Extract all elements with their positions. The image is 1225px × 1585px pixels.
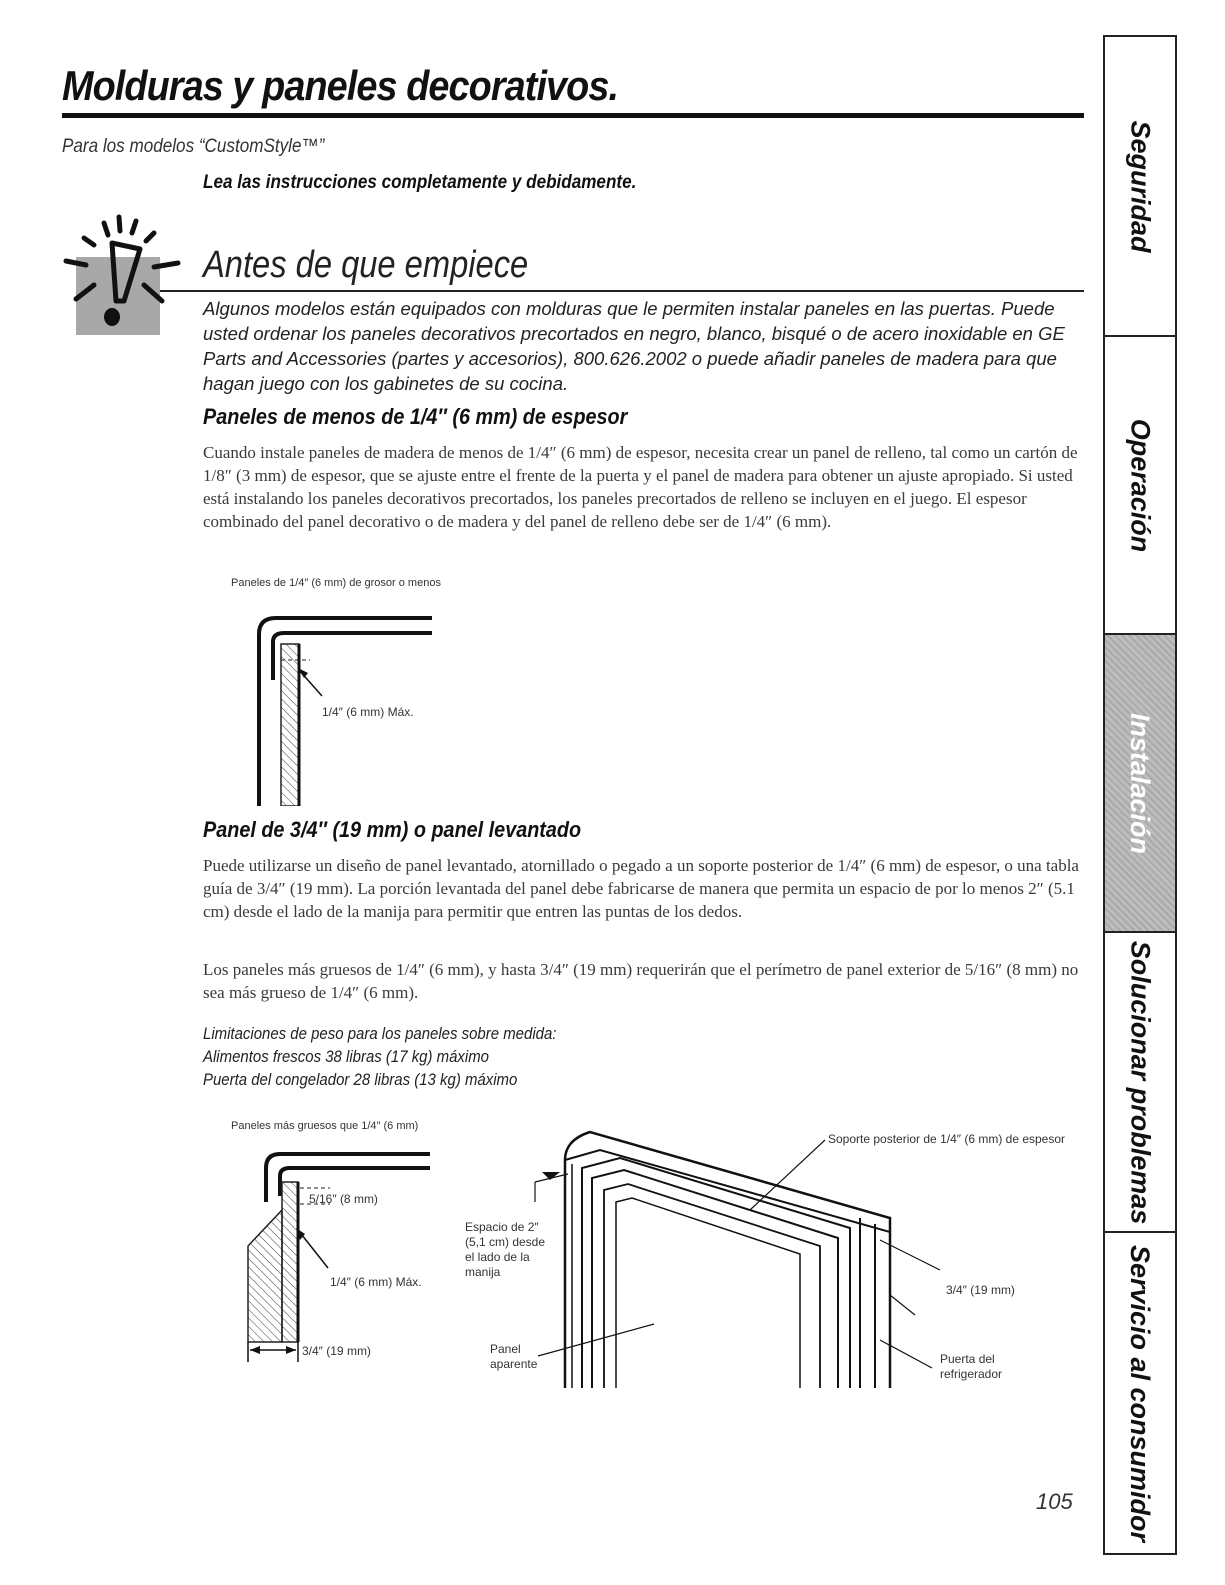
section-rule: [160, 290, 1084, 292]
thin-panel-diagram: [250, 600, 550, 806]
thick-panel-diagram: [240, 1140, 440, 1370]
raised-panel-body: Puede utilizarse un diseño de panel levantado, atornillado o pegado a un soporte posterior de 1/4″ (6 mm) de espesor, o una tabla guía de 3/4″ (19 mm). La porción levantada del panel debe fabricarse de manera que permita un espacio de por lo menos 2″ (5.1 cm) desde el lado de la manija para permitir que entren las puntas de los dedos.: [203, 856, 1079, 921]
tab-label: Instalación: [1125, 712, 1156, 854]
raised-panel-door-diagram: [520, 1120, 940, 1390]
figure3-support-label: Soporte posterior de 1/4″ (6 mm) de espesor: [828, 1132, 1066, 1146]
tab-instalacion[interactable]: [1105, 635, 1175, 933]
tab-solucionar-problemas[interactable]: [1105, 933, 1175, 1233]
thin-panels-body: Cuando instale paneles de madera de menos de 1/4″ (6 mm) de espesor, necesita crear un panel de relleno, tal como un cartón de 1/8″ (3 mm) de espesor, que se ajuste entre el frente de la puerta y el panel de madera para obtener un ajuste apropiado. Si usted está instalando los paneles decorativos precortados, los paneles precortados de relleno se incluyen en el juego. El espesor combinado del panel decorativo o de madera y del panel de relleno debe ser de 1/4″ (6 mm).: [203, 443, 1078, 531]
figure3-34-label: 3/4″ (19 mm): [946, 1283, 1015, 1297]
page-number: 105: [1036, 1489, 1073, 1514]
weight-limit-fresh-food: Alimentos frescos 38 libras (17 kg) máximo: [203, 1047, 490, 1066]
thin-panels-heading: Paneles de menos de 1/4″ (6 mm) de espesor: [203, 404, 628, 429]
before-you-start-heading: Antes de que empiece: [203, 244, 529, 286]
section-tabs: [1103, 35, 1177, 1555]
figure2-max-label: 1/4″ (6 mm) Máx.: [330, 1275, 422, 1289]
figure2-caption: Paneles más gruesos que 1/4″ (6 mm): [231, 1120, 419, 1132]
read-instructions-note: Lea las instrucciones completamente y debidamente.: [203, 172, 637, 193]
weight-limits-title: Limitaciones de peso para los paneles sobre medida:: [203, 1024, 557, 1043]
thick-panel-body: Los paneles más gruesos de 1/4″ (6 mm), y hasta 3/4″ (19 mm) requerirán que el perímetro de panel exterior de 5/16″ (8 mm) no sea más grueso de 1/4″ (6 mm).: [203, 960, 1079, 1002]
tab-label: Operación: [1125, 418, 1156, 552]
figure3-space-label: Espacio de 2″ (5,1 cm) desde el lado de la manija: [465, 1220, 546, 1279]
title-rule: [62, 113, 1084, 118]
models-subtitle: Para los modelos “CustomStyle™”: [62, 136, 325, 157]
figure1-max-label: 1/4″ (6 mm) Máx.: [322, 705, 414, 719]
tab-operacion[interactable]: [1105, 337, 1175, 635]
tab-label: Solucionar problemas: [1125, 940, 1156, 1224]
tab-label: Servicio al consumidor: [1125, 1244, 1156, 1542]
tab-servicio-al-consumidor[interactable]: [1105, 1233, 1175, 1553]
figure3-panel-label: Panel aparente: [490, 1342, 538, 1371]
weight-limit-freezer: Puerta del congelador 28 libras (13 kg) máximo: [203, 1070, 518, 1089]
tab-label: Seguridad: [1125, 119, 1156, 253]
intro-paragraph: Algunos modelos están equipados con molduras que le permiten instalar paneles en las puertas. Puede usted ordenar los paneles decorativos precortados en negro, blanco, bisqué o de acero inoxidable en GE Parts and Accessories (partes y accesorios), 800.626.2002 o puede añadir paneles de madera para que hagan juego con los gabinetes de su cocina.: [203, 298, 1065, 394]
tab-seguridad[interactable]: [1105, 37, 1175, 337]
figure2-34-label: 3/4″ (19 mm): [302, 1344, 371, 1358]
figure3-door-label: Puerta del refrigerador: [940, 1352, 1003, 1381]
figure1-caption: Paneles de 1/4″ (6 mm) de grosor o menos: [231, 577, 441, 589]
weight-limits: [203, 1022, 556, 1091]
page-title: Molduras y paneles decorativos.: [62, 62, 619, 109]
raised-panel-heading: Panel de 3/4″ (19 mm) o panel levantado: [203, 817, 582, 842]
figure2-516-label: 5/16″ (8 mm): [309, 1192, 378, 1206]
caution-exclamation-icon: [62, 205, 182, 335]
